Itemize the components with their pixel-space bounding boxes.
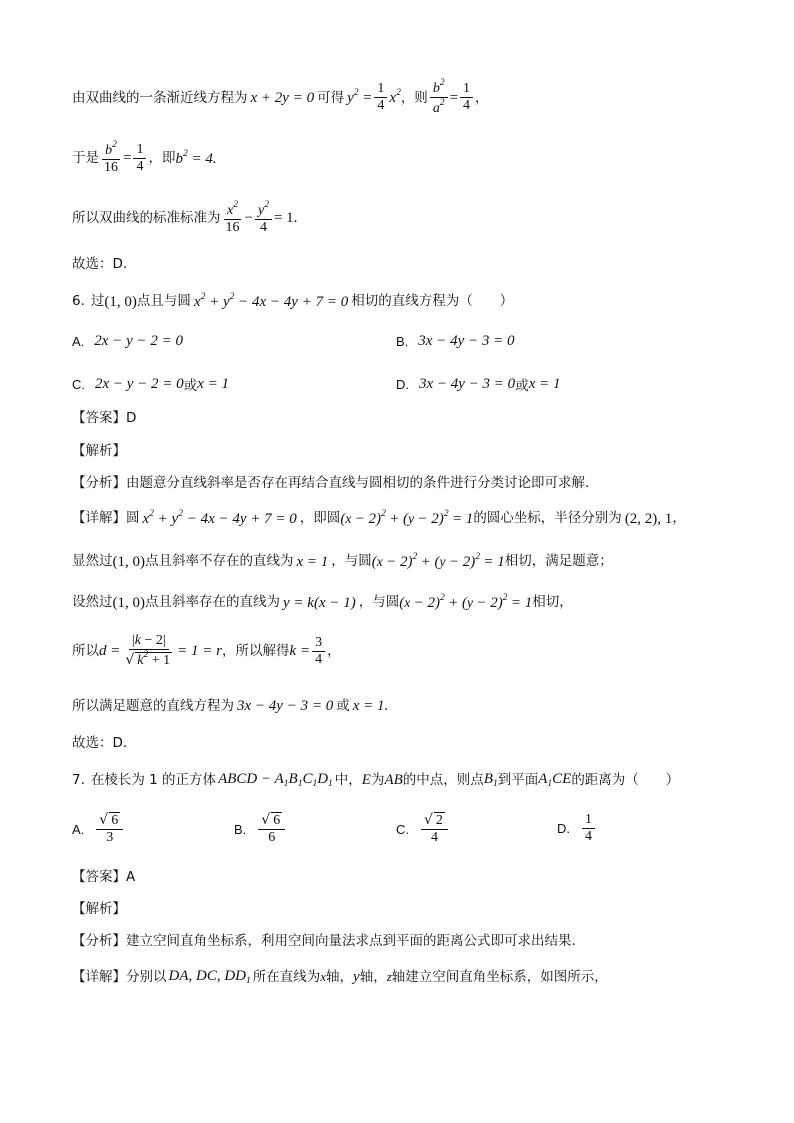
math-frac-b2-a2: $\frac{b^2}{a^2}$ [430, 78, 448, 117]
text: 显然过 [72, 553, 113, 570]
fenxi-text: 建立空间直角坐标系，利用空间向量法求点到平面的距离公式即可求出结果. [126, 933, 576, 949]
sol5-line3 [72, 200, 297, 236]
text: 点且与圆 [136, 293, 191, 310]
xiangjie-tag: 【详解】 [72, 510, 126, 527]
radicand: 2 [435, 813, 443, 828]
math-z: z [386, 969, 392, 985]
text: 故选：D. [72, 735, 128, 751]
option-frac [582, 812, 595, 845]
text: 所以双曲线的标准标准为 [72, 210, 221, 226]
text: 相切， [532, 594, 573, 611]
math-d: d = [99, 643, 121, 660]
math-cube: ABCD − $A_1B_1C_1D_1$ [218, 771, 333, 789]
text: 轴建立空间直角坐标系，如图所示， [391, 969, 608, 986]
math-eq-1: = 1. [273, 210, 298, 227]
text: 在棱长为 1 的正方体 [90, 772, 217, 789]
q7-answer [72, 869, 135, 885]
q6-option-d[interactable] [396, 374, 560, 394]
math-eq-r: = 1 = r [177, 643, 223, 660]
question-number: 7. [72, 772, 85, 789]
fenxi-tag: 【分析】 [72, 933, 126, 949]
text: 故选：D. [72, 256, 128, 272]
math-k: k = [289, 643, 311, 660]
math-x: x [320, 969, 327, 985]
sol5-line2 [72, 140, 217, 176]
q6-detail-4 [72, 633, 341, 669]
math-y2: $y^2$ = [347, 88, 373, 107]
math-axes: DA, DC, $DD_1$ [168, 968, 251, 986]
math-frac-1-4b: $\frac{1}{4}$ [460, 81, 473, 114]
q7-analysis-tag [72, 901, 126, 917]
radicand: 6 [111, 813, 119, 828]
analysis-tag: 【解析】 [72, 901, 126, 917]
option-label: D. [396, 376, 409, 392]
math-circle-std: $(x - 2)^2 + (y - 2)^2 = 1$ [399, 593, 533, 611]
math-x1: x = 1 [296, 553, 329, 570]
math-point: (1, 0) [112, 594, 145, 611]
math-line-k: y = k(x − 1) [283, 594, 356, 611]
math-frac-b2-16: $\frac{b^2}{16}$ [104, 140, 118, 176]
math-center-radius: (2, 2), 1 [624, 510, 673, 527]
math-B1: $B_1$ [483, 771, 498, 789]
option-label: C. [72, 376, 85, 392]
option-frac: $\frac{√ 6}{6}$ [258, 812, 285, 846]
q7-fenxi [72, 933, 576, 949]
text: 轴， [326, 969, 354, 986]
text: 所以满足题意的直线方程为 [72, 697, 234, 714]
text: ，所以解得 [222, 643, 290, 659]
q6-answer [72, 410, 136, 426]
math-eq: = [123, 150, 132, 167]
analysis-tag: 【解析】 [72, 443, 126, 459]
numerator: 1 [582, 812, 595, 829]
math-result-line: 3x − 4y − 3 = 0 [237, 698, 334, 714]
denominator: 3 [106, 830, 114, 846]
question-number: 6. [72, 293, 85, 310]
math-point: (1, 0) [112, 553, 145, 570]
option-expr: 3x − 4y − 3 = 0 [419, 375, 516, 392]
answer-tag: 【答案】 [72, 410, 126, 426]
math-eq: = [449, 89, 459, 106]
option-expr: 2x − y − 2 = 0 [95, 375, 184, 392]
option-expr: 2x − y − 2 = 0 [94, 333, 183, 349]
text: 到平面 [497, 772, 539, 789]
text: ，则 [400, 89, 428, 106]
q6-detail-5 [72, 697, 388, 715]
q6-analysis-tag [72, 443, 126, 459]
text-comma: ， [672, 510, 686, 527]
text: 所以 [72, 643, 99, 659]
text-or: 或 [515, 378, 529, 394]
text-comma: ， [475, 89, 489, 106]
q7-option-b[interactable] [234, 812, 287, 846]
math-frac-3-4: $\frac{3}{4}$ [312, 635, 325, 668]
answer-value: D [126, 410, 137, 426]
text: ，与圆 [358, 594, 400, 611]
q6-detail-2 [72, 552, 613, 571]
q6-option-a[interactable] [72, 333, 183, 350]
q7-detail-1 [72, 967, 608, 987]
text: 点且斜率存在的直线为 [145, 594, 280, 611]
text: 的中点，则点 [402, 772, 484, 789]
text: 所在直线为 [252, 969, 321, 986]
option-label: C. [396, 821, 409, 837]
q6-option-b[interactable] [396, 333, 514, 350]
sol5-line1 [72, 78, 489, 117]
q6-detail-1 [72, 509, 686, 528]
text: 相切，满足题意； [504, 553, 613, 570]
option-extra: x = 1 [528, 375, 561, 392]
denominator: 6 [268, 830, 276, 846]
math-frac-x2-16: $\frac{x^2}{16}$ [225, 200, 240, 236]
math-point: (1, 0) [104, 293, 137, 310]
math-frac-1-4c: $\frac{1}{4}$ [133, 142, 146, 175]
math-distance-frac: $\frac{|k - 2|}{√ k^2 + 1}$ [125, 633, 171, 669]
math-circle-eq: $x^2 + y^2 - 4x - 4y + 7 = 0$ [142, 509, 297, 527]
option-label: B. [396, 334, 409, 349]
text: 过 [90, 293, 105, 310]
text: ，即圆 [299, 510, 341, 527]
math-circle-eq: $x^2 + y^2 - 4x - 4y + 7 = 0$ [193, 292, 349, 310]
option-label: A. [72, 821, 85, 837]
option-label: B. [234, 821, 247, 837]
text: 点且斜率不存在的直线为 [145, 553, 294, 570]
fenxi-tag: 【分析】 [72, 475, 126, 491]
math-x1: x = 1. [352, 698, 389, 714]
text: 轴， [359, 969, 387, 986]
q6-fenxi [72, 475, 589, 491]
math-frac-1-4: $\frac{1}{4}$ [374, 81, 387, 114]
math-frac-y2-4: $\frac{y^2}{4}$ [255, 200, 272, 236]
radicand: 6 [273, 813, 281, 828]
option-extra: x = 1 [197, 375, 229, 392]
q7-option-c[interactable] [396, 812, 450, 846]
q7-option-d[interactable] [557, 812, 597, 845]
q6-detail-3 [72, 593, 573, 612]
xiangjie-tag: 【详解】 [72, 969, 126, 986]
math-minus: − [244, 210, 253, 227]
math-AB: AB [384, 772, 403, 789]
sol5-choice [72, 256, 127, 272]
q6-stem [72, 292, 513, 311]
text: 相切的直线方程为（ ） [351, 293, 514, 310]
denominator: 4 [430, 830, 438, 846]
math-circle-std: $(x - 2)^2 + (y - 2)^2 = 1$ [371, 552, 505, 570]
text: 为 [370, 772, 385, 789]
math-x2: $x^2$ [389, 88, 401, 107]
text: 可得 [317, 89, 345, 106]
text-comma: ， [327, 643, 341, 659]
math-E: E [361, 772, 371, 789]
text: 由双曲线的一条渐近线方程为 [72, 89, 248, 106]
q7-stem [72, 770, 679, 790]
option-label: D. [557, 821, 570, 837]
q7-option-a[interactable] [72, 812, 125, 846]
text: ，即 [148, 150, 176, 166]
text: 的圆心坐标，半径分别为 [473, 510, 622, 527]
option-label: A. [72, 334, 85, 349]
option-expr: 3x − 4y − 3 = 0 [418, 333, 515, 349]
text: 设然过 [72, 594, 113, 611]
text: 于是 [72, 150, 99, 166]
fenxi-text: 由题意分直线斜率是否存在再结合直线与圆相切的条件进行分类讨论即可求解. [126, 475, 590, 491]
math-circle-std: $(x - 2)^2 + (y - 2)^2 = 1$ [340, 509, 474, 527]
answer-value: A [126, 869, 136, 885]
text: 的距离为（ ） [571, 772, 680, 789]
q6-choice [72, 735, 127, 751]
math-A1CE: $A_1CE$ [538, 771, 572, 789]
text: 圆 [126, 510, 140, 527]
text-or: 或 [183, 378, 198, 394]
text: 或 [336, 697, 350, 714]
text: ，与圆 [331, 553, 372, 570]
option-frac: $\frac{√ 2}{4}$ [421, 812, 448, 846]
math-b2-4: $b^2 = 4$. [175, 148, 217, 167]
denominator: 4 [585, 829, 592, 845]
answer-tag: 【答案】 [72, 869, 126, 885]
text: 分别以 [126, 969, 167, 986]
text: 中， [334, 772, 362, 789]
math-y: y [353, 969, 360, 986]
option-frac: $\frac{√ 6}{3}$ [96, 812, 123, 846]
q6-option-c[interactable] [72, 374, 229, 394]
math-asymptote: x + 2y = 0 [250, 89, 315, 106]
